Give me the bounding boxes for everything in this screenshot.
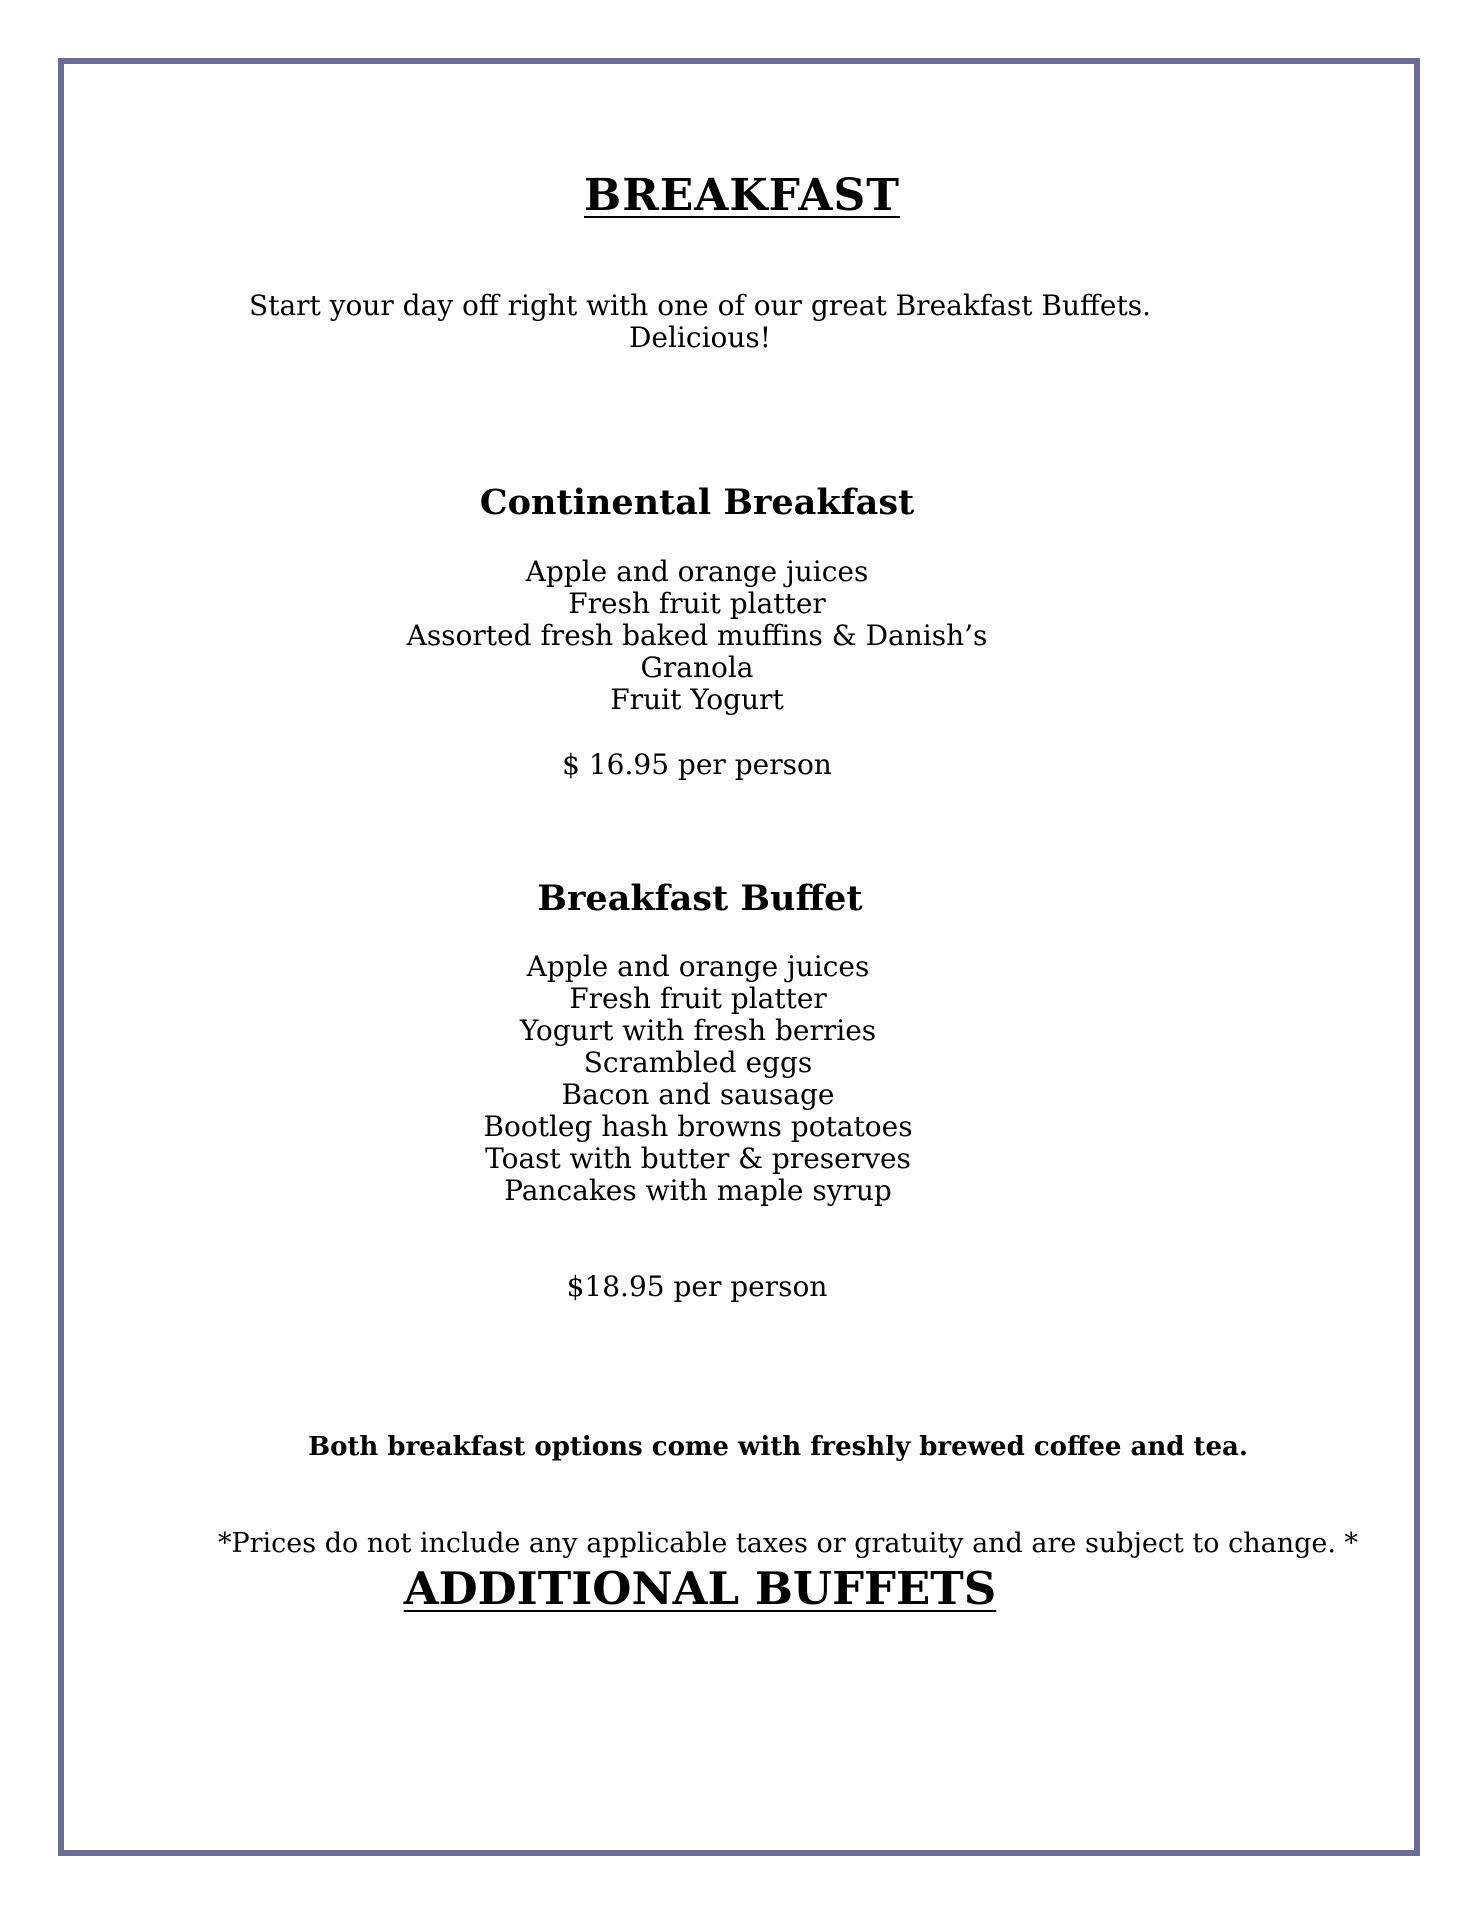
buffet-item-list <box>483 951 912 1207</box>
list-item: Toast with butter & preserves <box>485 1142 911 1175</box>
continental-price: $ 16.95 per person <box>562 748 832 781</box>
buffet-price: $18.95 per person <box>566 1270 828 1303</box>
list-item: Fresh fruit platter <box>568 587 826 620</box>
list-item: Granola <box>640 651 754 684</box>
section-heading-buffet: Breakfast Buffet <box>537 878 863 919</box>
continental-item-list <box>407 556 988 716</box>
list-item: Pancakes with maple syrup <box>504 1174 892 1207</box>
list-item: Apple and orange juices <box>526 950 870 983</box>
list-item: Scrambled eggs <box>583 1046 813 1079</box>
list-item: Apple and orange juices <box>525 555 869 588</box>
list-item: Bootleg hash browns potatoes <box>483 1110 913 1143</box>
list-item: Fruit Yogurt <box>610 683 784 716</box>
list-item: Bacon and sausage <box>561 1078 835 1111</box>
list-item: Yogurt with fresh berries <box>519 1014 877 1047</box>
list-item: Assorted fresh baked muffins & Danish’s <box>406 619 988 652</box>
price-disclaimer: *Prices do not include any applicable taxes or gratuity and are subject to change. * <box>217 1528 1359 1559</box>
intro-line-2: Delicious! <box>628 321 772 354</box>
coffee-tea-note: Both breakfast options come with freshly brewed coffee and tea. <box>308 1432 1248 1462</box>
additional-buffets-heading: ADDITIONAL BUFFETS <box>403 1562 997 1615</box>
intro-line-1: Start your day off right with one of our great Breakfast Buffets. <box>249 289 1151 322</box>
section-heading-continental: Continental Breakfast <box>479 482 915 523</box>
page-title: BREAKFAST <box>584 170 900 221</box>
list-item: Fresh fruit platter <box>569 982 827 1015</box>
intro-text <box>249 290 1151 354</box>
